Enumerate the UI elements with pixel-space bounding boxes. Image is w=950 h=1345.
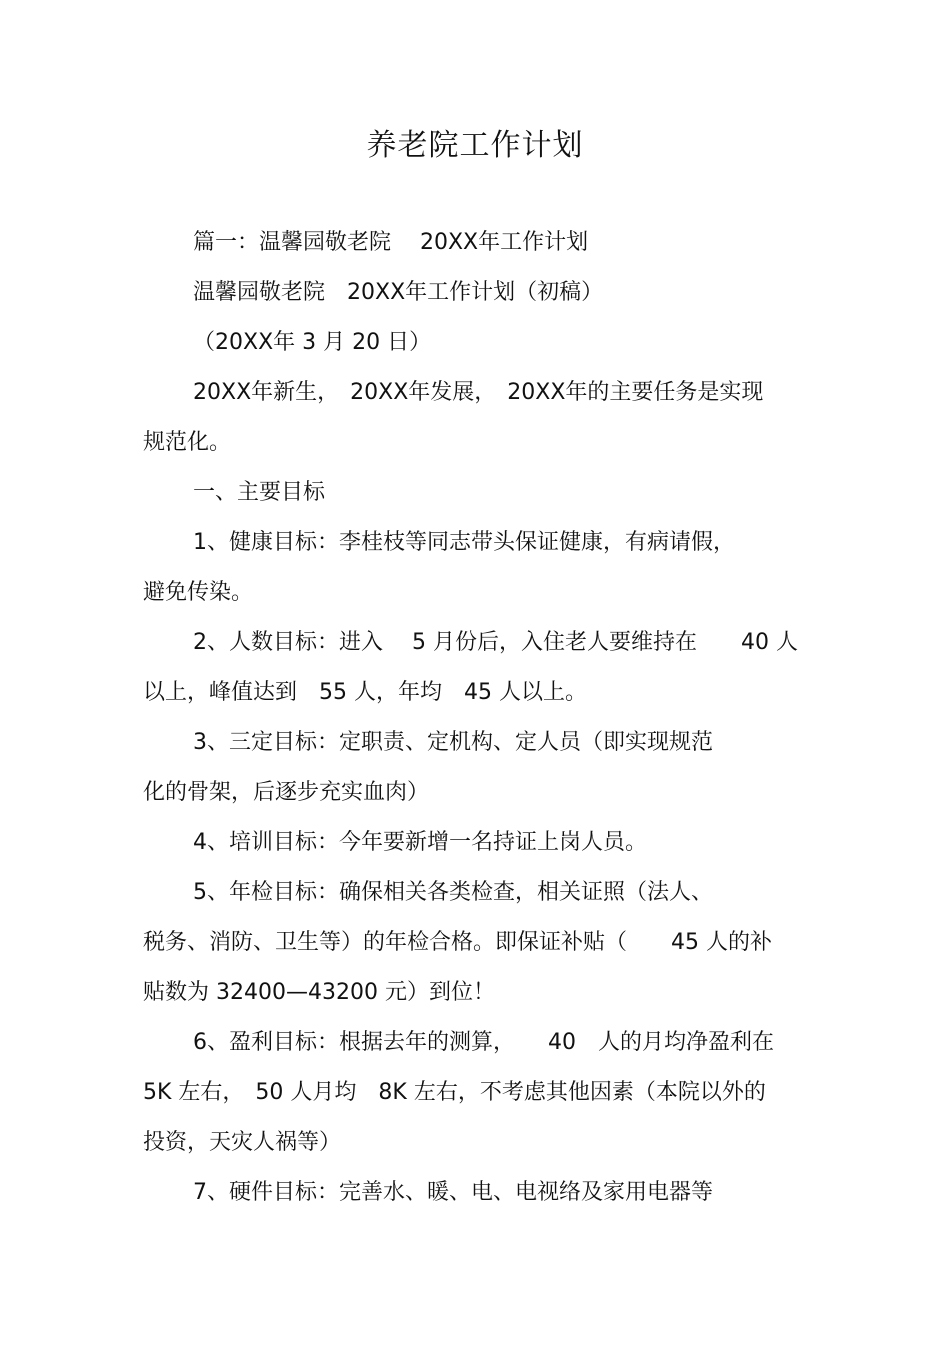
paragraph-line: 以上，峰值达到 55 人，年均 45 人以上。 (143, 680, 587, 705)
paragraph-line: 7、硬件目标：完善水、暖、电、电视络及家用电器等 (193, 1180, 713, 1205)
paragraph-line: 贴数为 32400—43200 元）到位！ (143, 980, 495, 1005)
paragraph-line: 温馨园敬老院 20XX年工作计划（初稿） (193, 280, 604, 305)
paragraph-line: 篇一：温馨园敬老院 20XX年工作计划 (193, 230, 589, 255)
paragraph-line: 2、人数目标：进入 5 月份后，入住老人要维持在 40 人 (193, 630, 798, 655)
paragraph-line: 投资，天灾人祸等） (143, 1130, 342, 1155)
document-title: 养老院工作计划 (366, 128, 584, 163)
paragraph-line: （20XX年 3 月 20 日） (193, 330, 432, 355)
paragraph-line: 20XX年新生， 20XX年发展， 20XX年的主要任务是实现 (193, 380, 764, 405)
paragraph-line: 4、培训目标：今年要新增一名持证上岗人员。 (193, 830, 647, 855)
paragraph-line: 5、年检目标：确保相关各类检查，相关证照（法人、 (193, 880, 713, 905)
paragraph-line: 避免传染。 (143, 580, 254, 605)
paragraph-line: 5K 左右， 50 人月均 8K 左右，不考虑其他因素（本院以外的 (143, 1080, 766, 1105)
paragraph-line: 规范化。 (143, 430, 232, 455)
paragraph-line: 1、健康目标：李桂枝等同志带头保证健康，有病请假， (193, 530, 735, 555)
section-heading: 一、主要目标 (193, 480, 326, 505)
paragraph-line: 3、三定目标：定职责、定机构、定人员（即实现规范 (193, 730, 713, 755)
paragraph-line: 税务、消防、卫生等）的年检合格。即保证补贴（ 45 人的补 (143, 930, 772, 955)
paragraph-line: 6、盈利目标：根据去年的测算， 40 人的月均净盈利在 (193, 1030, 774, 1055)
paragraph-line: 化的骨架，后逐步充实血肉） (143, 780, 430, 805)
